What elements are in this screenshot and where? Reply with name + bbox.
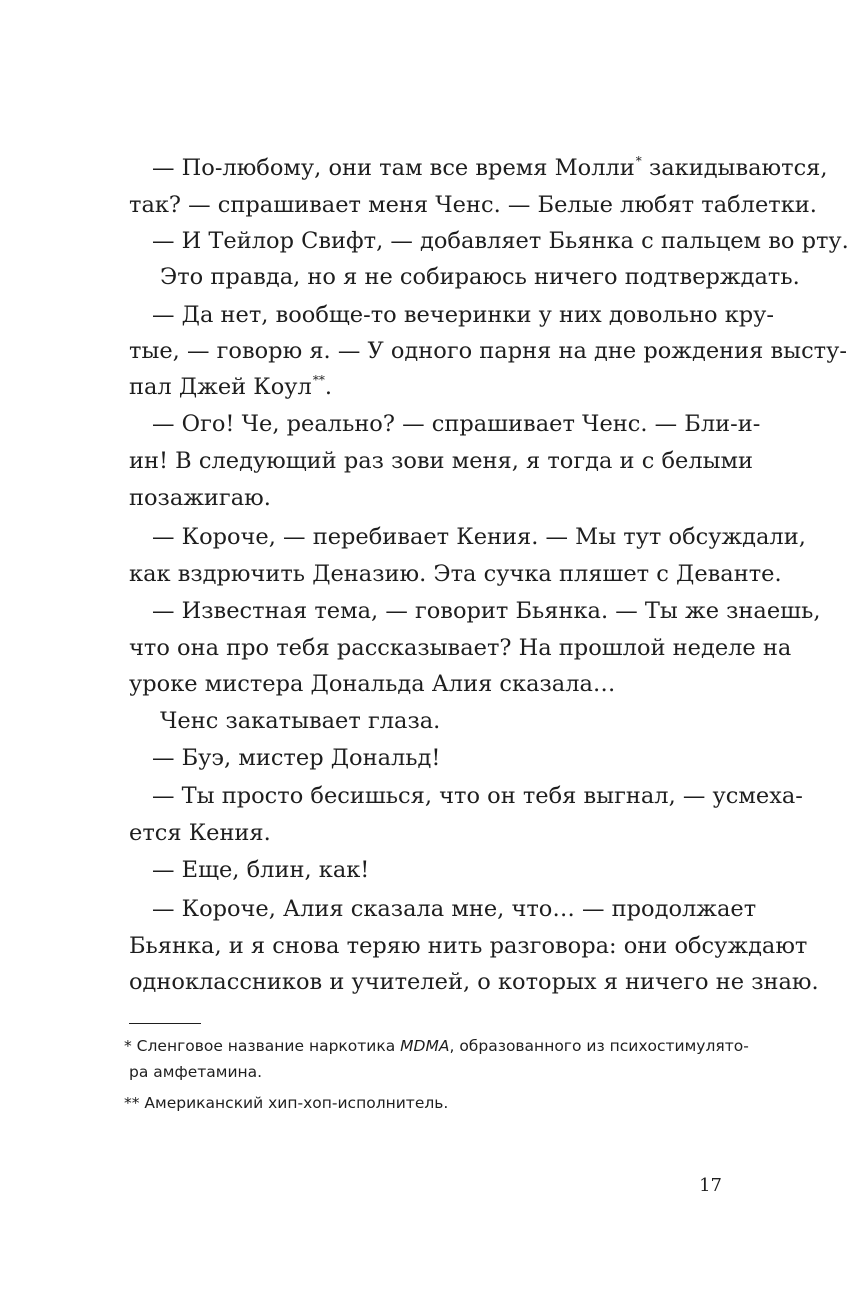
- text-line: что она про тебя рассказывает? На прошлой неделе на: [129, 635, 792, 661]
- footnote-2: [124, 1089, 724, 1117]
- text-line: так? — спрашивает меня Ченс. — Белые любят таблетки.: [129, 192, 817, 218]
- text-line: ин! В следующий раз зови меня, я тогда и с белыми: [129, 448, 754, 474]
- text-line: — Короче, Алия сказала мне, что… — продолжает: [152, 896, 757, 922]
- text-line: — Да нет, вообще-то вечеринки у них довольно кру-: [152, 302, 775, 328]
- footnote-text: , образованного из психостимулято-: [449, 1037, 749, 1055]
- text-line: — И Тейлор Свифт, — добавляет Бьянка с пальцем во рту.: [152, 228, 849, 254]
- text-line: Ченс закатывает глаза.: [160, 708, 441, 734]
- footnote-ref: **: [312, 373, 325, 387]
- footnote-1-continuation: ра амфетамина.: [129, 1063, 263, 1081]
- footnote-italic: MDMA: [400, 1037, 450, 1055]
- text-fragment: пал Джей Коул: [129, 374, 312, 400]
- text-line: Бьянка, и я снова теряю нить разговора: они обсуждают: [129, 933, 808, 959]
- footnote-text: Американский хип-хоп-исполнитель.: [139, 1094, 449, 1112]
- text-fragment: закидываются,: [641, 155, 828, 181]
- text-fragment: — По-любому, они там все время Молли: [152, 155, 635, 181]
- text-line: как вздрючить Деназию. Эта сучка пляшет с Деванте.: [129, 561, 782, 587]
- text-line: — Короче, — перебивает Кения. — Мы тут обсуждали,: [152, 524, 806, 550]
- text-line: ется Кения.: [129, 820, 271, 846]
- text-line: [152, 150, 828, 189]
- text-line: позажигаю.: [129, 485, 271, 511]
- footnote-mark: *: [124, 1037, 132, 1055]
- text-line: тые, — говорю я. — У одного парня на дне рождения высту-: [129, 338, 847, 364]
- text-line: — Еще, блин, как!: [152, 857, 370, 883]
- text-line: уроке мистера Дональда Алия сказала…: [129, 671, 616, 697]
- text-line: Это правда, но я не собираюсь ничего подтверждать.: [160, 264, 800, 290]
- text-line: [129, 369, 724, 408]
- text-line: — Известная тема, — говорит Бьянка. — Ты же знаешь,: [152, 598, 821, 624]
- page-number: 17: [699, 1175, 722, 1196]
- footnote-separator: [129, 1023, 201, 1024]
- footnote-1: [124, 1032, 749, 1060]
- text-line: одноклассников и учителей, о которых я ничего не знаю.: [129, 969, 819, 995]
- text-fragment: .: [324, 374, 332, 400]
- text-line: — Ты просто бесишься, что он тебя выгнал, — усмеха-: [152, 783, 803, 809]
- footnote-text: Сленговое название наркотика: [131, 1037, 401, 1055]
- footnote-mark: **: [124, 1094, 140, 1112]
- footnote-ref: *: [635, 154, 642, 168]
- text-line: — Ого! Че, реально? — спрашивает Ченс. — Бли-и-: [152, 411, 761, 437]
- text-line: — Буэ, мистер Дональд!: [152, 745, 441, 771]
